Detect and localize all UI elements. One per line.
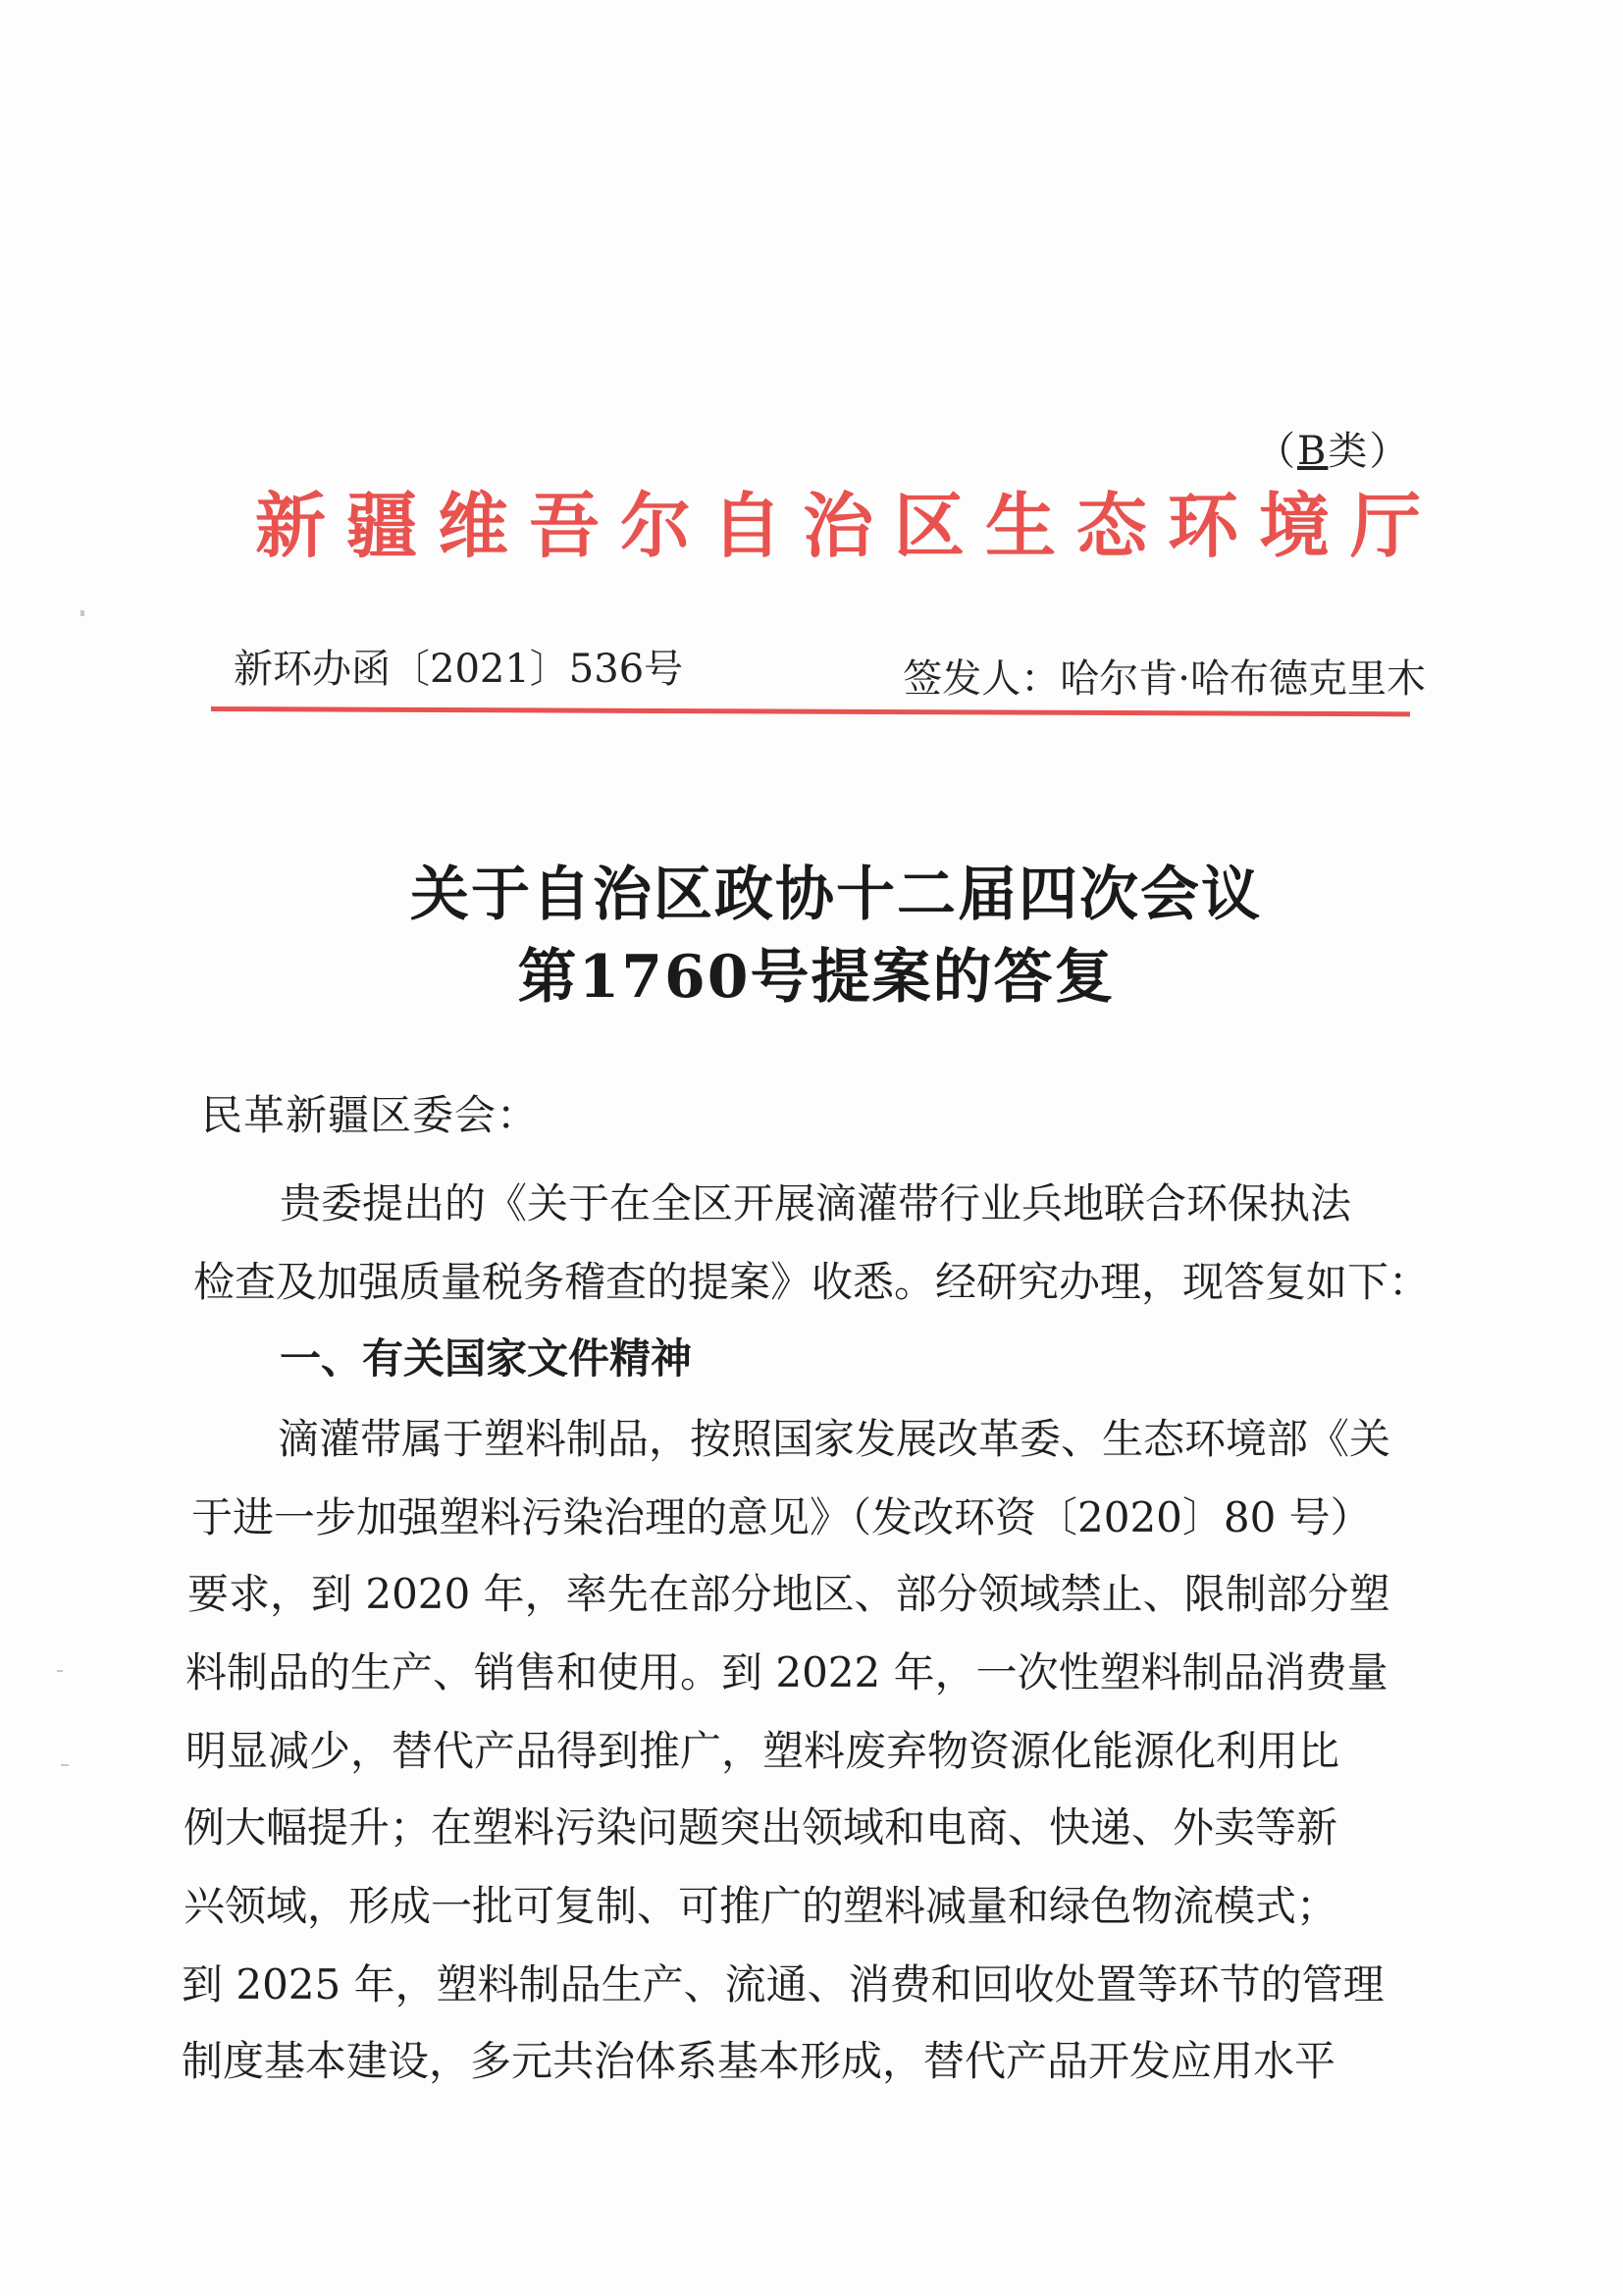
body-line: 于进一步加强塑料污染治理的意见》（发改环资〔2020〕80 号） — [191, 1493, 1372, 1541]
title-line-2: 第1760号提案的答复 — [517, 943, 1116, 1012]
section-heading: 一、有关国家文件精神 — [280, 1334, 693, 1383]
intro-line: 检查及加强质量税务稽查的提案》收悉。经研究办理，现答复如下： — [193, 1258, 1431, 1306]
body-line: 要求，到 2020 年，率先在部分地区、部分领域禁止、限制部分塑 — [187, 1570, 1390, 1618]
body-line: 制度基本建设，多元共治体系基本形成，替代产品开发应用水平 — [182, 2037, 1336, 2085]
scan-speck — [61, 1764, 69, 1766]
signer: 签发人：哈尔肯·哈布德克里木 — [903, 656, 1426, 702]
body-line: 到 2025 年，塑料制品生产、流通、消费和回收处置等环节的管理 — [182, 1960, 1385, 2009]
salutation: 民革新疆区委会： — [201, 1091, 540, 1139]
red-header-rule — [211, 706, 1410, 716]
scan-speck — [80, 610, 84, 616]
scan-speck — [57, 1670, 63, 1672]
title-line-1: 关于自治区政协十二届四次会议 — [410, 861, 1262, 929]
body-line: 明显减少，替代产品得到推广，塑料废弃物资源化能源化利用比 — [185, 1727, 1340, 1775]
category-open: （ — [1256, 429, 1297, 474]
document-title — [0, 854, 1623, 1018]
category-close: 类） — [1328, 429, 1411, 474]
body-line: 兴领域，形成一批可复制、可推广的塑料减量和绿色物流模式； — [183, 1882, 1338, 1930]
issuing-agency: 新疆维吾尔自治区生态环境厅 — [255, 485, 1442, 567]
body-line: 例大幅提升；在塑料污染问题突出领域和电商、快递、外卖等新 — [183, 1803, 1338, 1852]
document-category — [1256, 420, 1410, 476]
intro-line: 贵委提出的《关于在全区开展滴灌带行业兵地联合环保执法 — [280, 1179, 1352, 1227]
body-line: 滴灌带属于塑料制品，按照国家发展改革委、生态环境部《关 — [278, 1415, 1391, 1463]
document-number: 新环办函〔2021〕536号 — [234, 647, 684, 692]
body-line: 料制品的生产、销售和使用。到 2022 年，一次性塑料制品消费量 — [185, 1648, 1388, 1696]
category-code: B — [1297, 429, 1329, 474]
